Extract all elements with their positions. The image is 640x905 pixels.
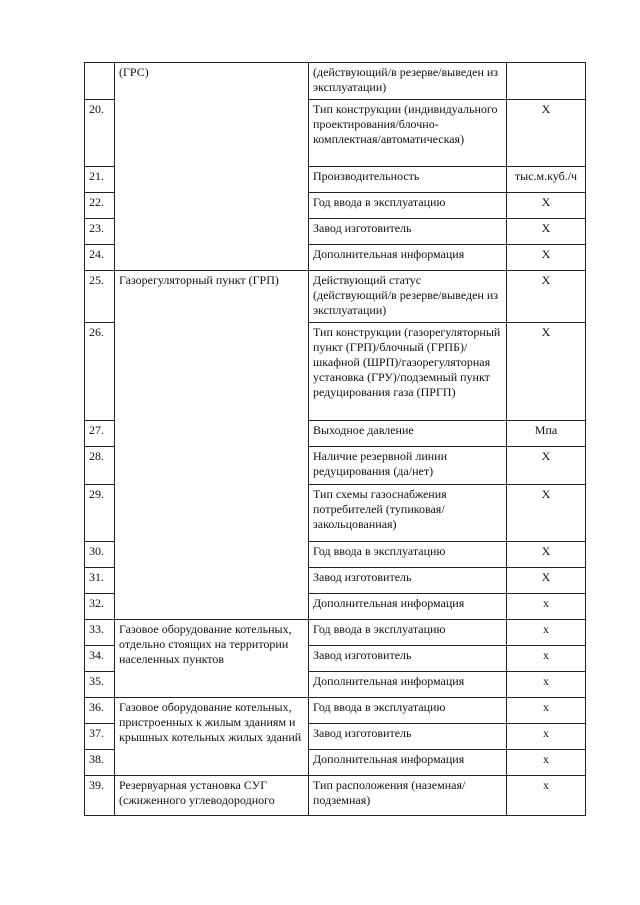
unit-cell: Х	[507, 193, 586, 219]
unit-cell: х	[507, 646, 586, 672]
row-number: 23.	[85, 219, 115, 245]
row-number: 26.	[85, 323, 115, 421]
object-lpg-tank: Резервуарная установка СУГ (сжиженного углеводородного	[115, 776, 309, 816]
unit-cell: Х	[507, 323, 586, 421]
parameter-cell: Завод изготовитель	[309, 219, 507, 245]
parameter-cell: Дополнительная информация	[309, 594, 507, 620]
parameter-cell: Производительность	[309, 167, 507, 193]
parameter-cell: Завод изготовитель	[309, 568, 507, 594]
unit-cell	[507, 63, 586, 100]
parameter-cell: Год ввода в эксплуатацию	[309, 193, 507, 219]
unit-cell: Х	[507, 485, 586, 542]
parameter-cell: Дополнительная информация	[309, 672, 507, 698]
unit-cell: х	[507, 776, 586, 816]
parameter-cell: Тип схемы газоснабжения потребителей (тупиковая/закольцованная)	[309, 485, 507, 542]
parameter-cell: Действующий статус (действующий/в резерве/выведен из эксплуатации)	[309, 271, 507, 323]
object-grp: Газорегуляторный пункт (ГРП)	[115, 271, 309, 620]
parameter-cell: Год ввода в эксплуатацию	[309, 620, 507, 646]
row-number: 38.	[85, 750, 115, 776]
row-number: 34.	[85, 646, 115, 672]
parameter-cell: Выходное давление	[309, 421, 507, 447]
unit-cell: х	[507, 620, 586, 646]
unit-cell: х	[507, 594, 586, 620]
unit-cell: Х	[507, 447, 586, 485]
unit-cell: Мпа	[507, 421, 586, 447]
unit-cell: Х	[507, 245, 586, 271]
row-number	[85, 63, 115, 100]
unit-cell: Х	[507, 100, 586, 167]
row-number: 21.	[85, 167, 115, 193]
parameter-cell: Завод изготовитель	[309, 646, 507, 672]
row-number: 35.	[85, 672, 115, 698]
row-number: 30.	[85, 542, 115, 568]
parameter-cell: Год ввода в эксплуатацию	[309, 542, 507, 568]
unit-cell: Х	[507, 271, 586, 323]
parameter-cell: Тип конструкции (газорегуляторный пункт (ГРП)/блочный (ГРПБ)/шкафной (ШРП)/газорегуляторная установка (ГРУ)/подземный пункт редуцирования газа (ПРГП)	[309, 323, 507, 421]
row-number: 39.	[85, 776, 115, 816]
table-row	[85, 271, 586, 323]
row-number: 20.	[85, 100, 115, 167]
unit-cell: х	[507, 724, 586, 750]
row-number: 36.	[85, 698, 115, 724]
parameter-cell: Год ввода в эксплуатацию	[309, 698, 507, 724]
unit-cell: х	[507, 698, 586, 724]
row-number: 33.	[85, 620, 115, 646]
parameter-cell: Завод изготовитель	[309, 724, 507, 750]
row-number: 24.	[85, 245, 115, 271]
unit-cell: Х	[507, 568, 586, 594]
row-number: 37.	[85, 724, 115, 750]
object-boilers-standalone: Газовое оборудование котельных, отдельно стоящих на территории населенных пунктов	[115, 620, 309, 698]
row-number: 22.	[85, 193, 115, 219]
parameter-cell: Дополнительная информация	[309, 750, 507, 776]
row-number: 29.	[85, 485, 115, 542]
table-row	[85, 698, 586, 724]
table-row	[85, 620, 586, 646]
unit-cell: х	[507, 672, 586, 698]
row-number: 32.	[85, 594, 115, 620]
parameter-cell: Тип конструкции (индивидуального проектирования/блочно-комплектная/автоматическая)	[309, 100, 507, 167]
table-row	[85, 63, 586, 100]
object-boilers-attached: Газовое оборудование котельных, пристроенных к жилым зданиям и крышных котельных жилых зданий	[115, 698, 309, 776]
object-grs: (ГРС)	[115, 63, 309, 271]
row-number: 28.	[85, 447, 115, 485]
parameter-cell: Дополнительная информация	[309, 245, 507, 271]
parameter-cell: (действующий/в резерве/выведен из эксплуатации)	[309, 63, 507, 100]
unit-cell: Х	[507, 219, 586, 245]
parameter-cell: Наличие резервной линии редуцирования (да/нет)	[309, 447, 507, 485]
unit-cell: Х	[507, 542, 586, 568]
table-row	[85, 776, 586, 816]
row-number: 25.	[85, 271, 115, 323]
gas-equipment-table	[84, 62, 586, 816]
unit-cell: тыс.м.куб./ч	[507, 167, 586, 193]
row-number: 31.	[85, 568, 115, 594]
parameter-cell: Тип расположения (наземная/подземная)	[309, 776, 507, 816]
row-number: 27.	[85, 421, 115, 447]
unit-cell: х	[507, 750, 586, 776]
